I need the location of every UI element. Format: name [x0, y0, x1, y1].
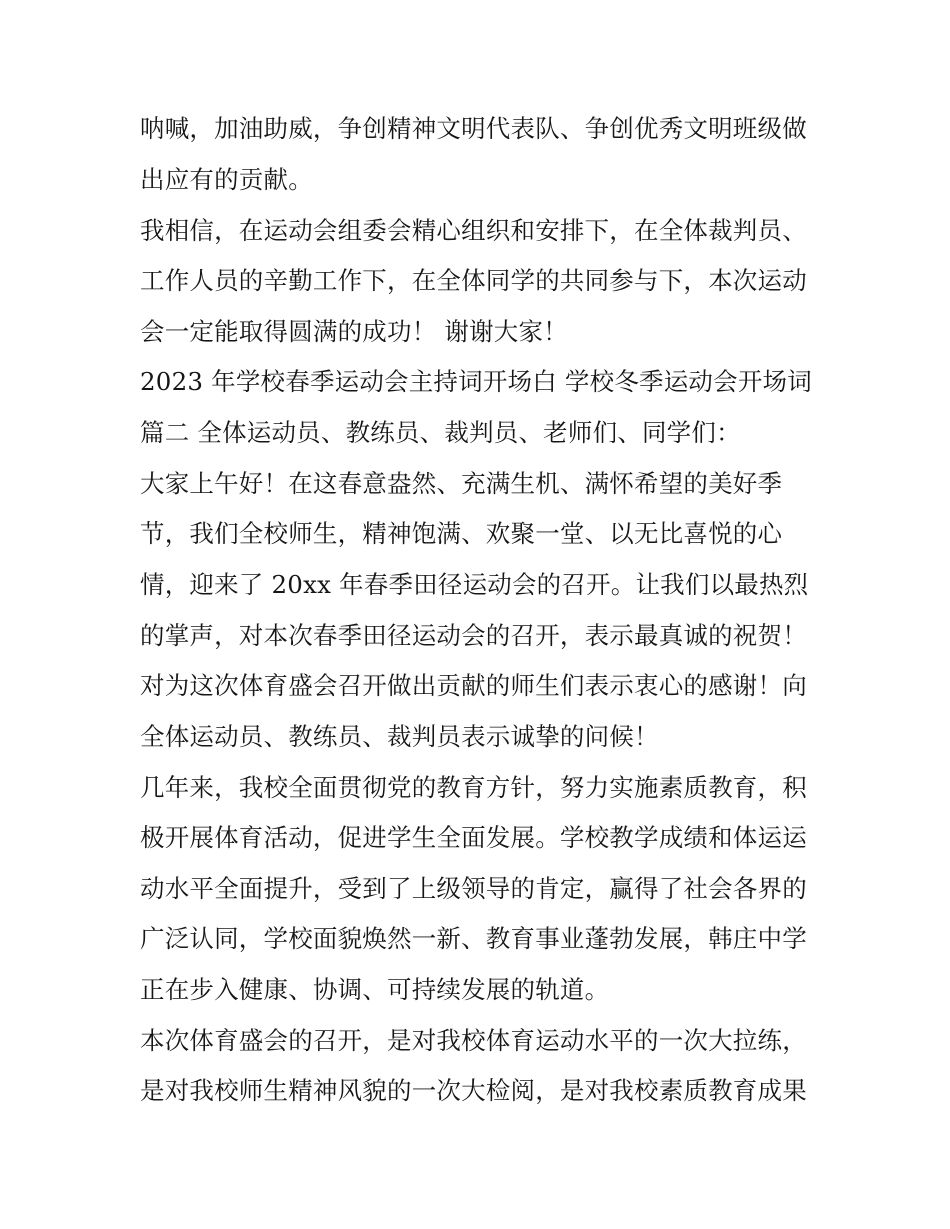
text-line: 的掌声，对本次春季田径运动会的召开，表示最真诚的祝贺！	[140, 621, 807, 650]
text-line: 本次体育盛会的召开，是对我校体育运动水平的一次大拉练，	[140, 1026, 807, 1055]
heading-line: 2023 年学校春季运动会主持词开场白 学校冬季运动会开场词	[140, 367, 812, 396]
text-line: 呐喊，加油助威，争创精神文明代表队、争创优秀文明班级做	[140, 114, 807, 143]
text-line: 全体运动员、教练员、裁判员表示诚挚的问候！	[140, 722, 659, 751]
text-line: 对为这次体育盛会召开做出贡献的师生们表示衷心的感谢！向	[140, 671, 807, 700]
text-line: 几年来，我校全面贯彻党的教育方针，努力实施素质教育，积	[140, 773, 807, 802]
text-line: 出应有的贡献。	[140, 165, 313, 194]
text-line: 极开展体育活动，促进学生全面发展。学校教学成绩和体运运	[140, 823, 807, 852]
text-line: 我相信，在运动会组委会精心组织和安排下，在全体裁判员、	[140, 216, 807, 245]
text-line: 情，迎来了 20xx 年春季田径运动会的召开。让我们以最热烈	[140, 570, 809, 599]
text-line: 大家上午好！在这春意盎然、充满生机、满怀希望的美好季	[140, 469, 783, 498]
text-line: 节，我们全校师生，精神饱满、欢聚一堂、以无比喜悦的心	[140, 519, 783, 548]
text-line: 动水平全面提升，受到了上级领导的肯定，赢得了社会各界的	[140, 874, 807, 903]
text-line: 广泛认同，学校面貌焕然一新、教育事业蓬勃发展，韩庄中学	[140, 924, 807, 953]
text-line: 正在步入健康、协调、可持续发展的轨道。	[140, 975, 610, 1004]
text-line: 是对我校师生精神风貌的一次大检阅，是对我校素质教育成果	[140, 1076, 807, 1105]
text-line: 会一定能取得圆满的成功！ 谢谢大家！	[140, 317, 568, 346]
text-line: 篇二 全体运动员、教练员、裁判员、老师们、同学们：	[140, 418, 741, 447]
text-line: 工作人员的辛勤工作下，在全体同学的共同参与下，本次运动	[140, 266, 807, 295]
